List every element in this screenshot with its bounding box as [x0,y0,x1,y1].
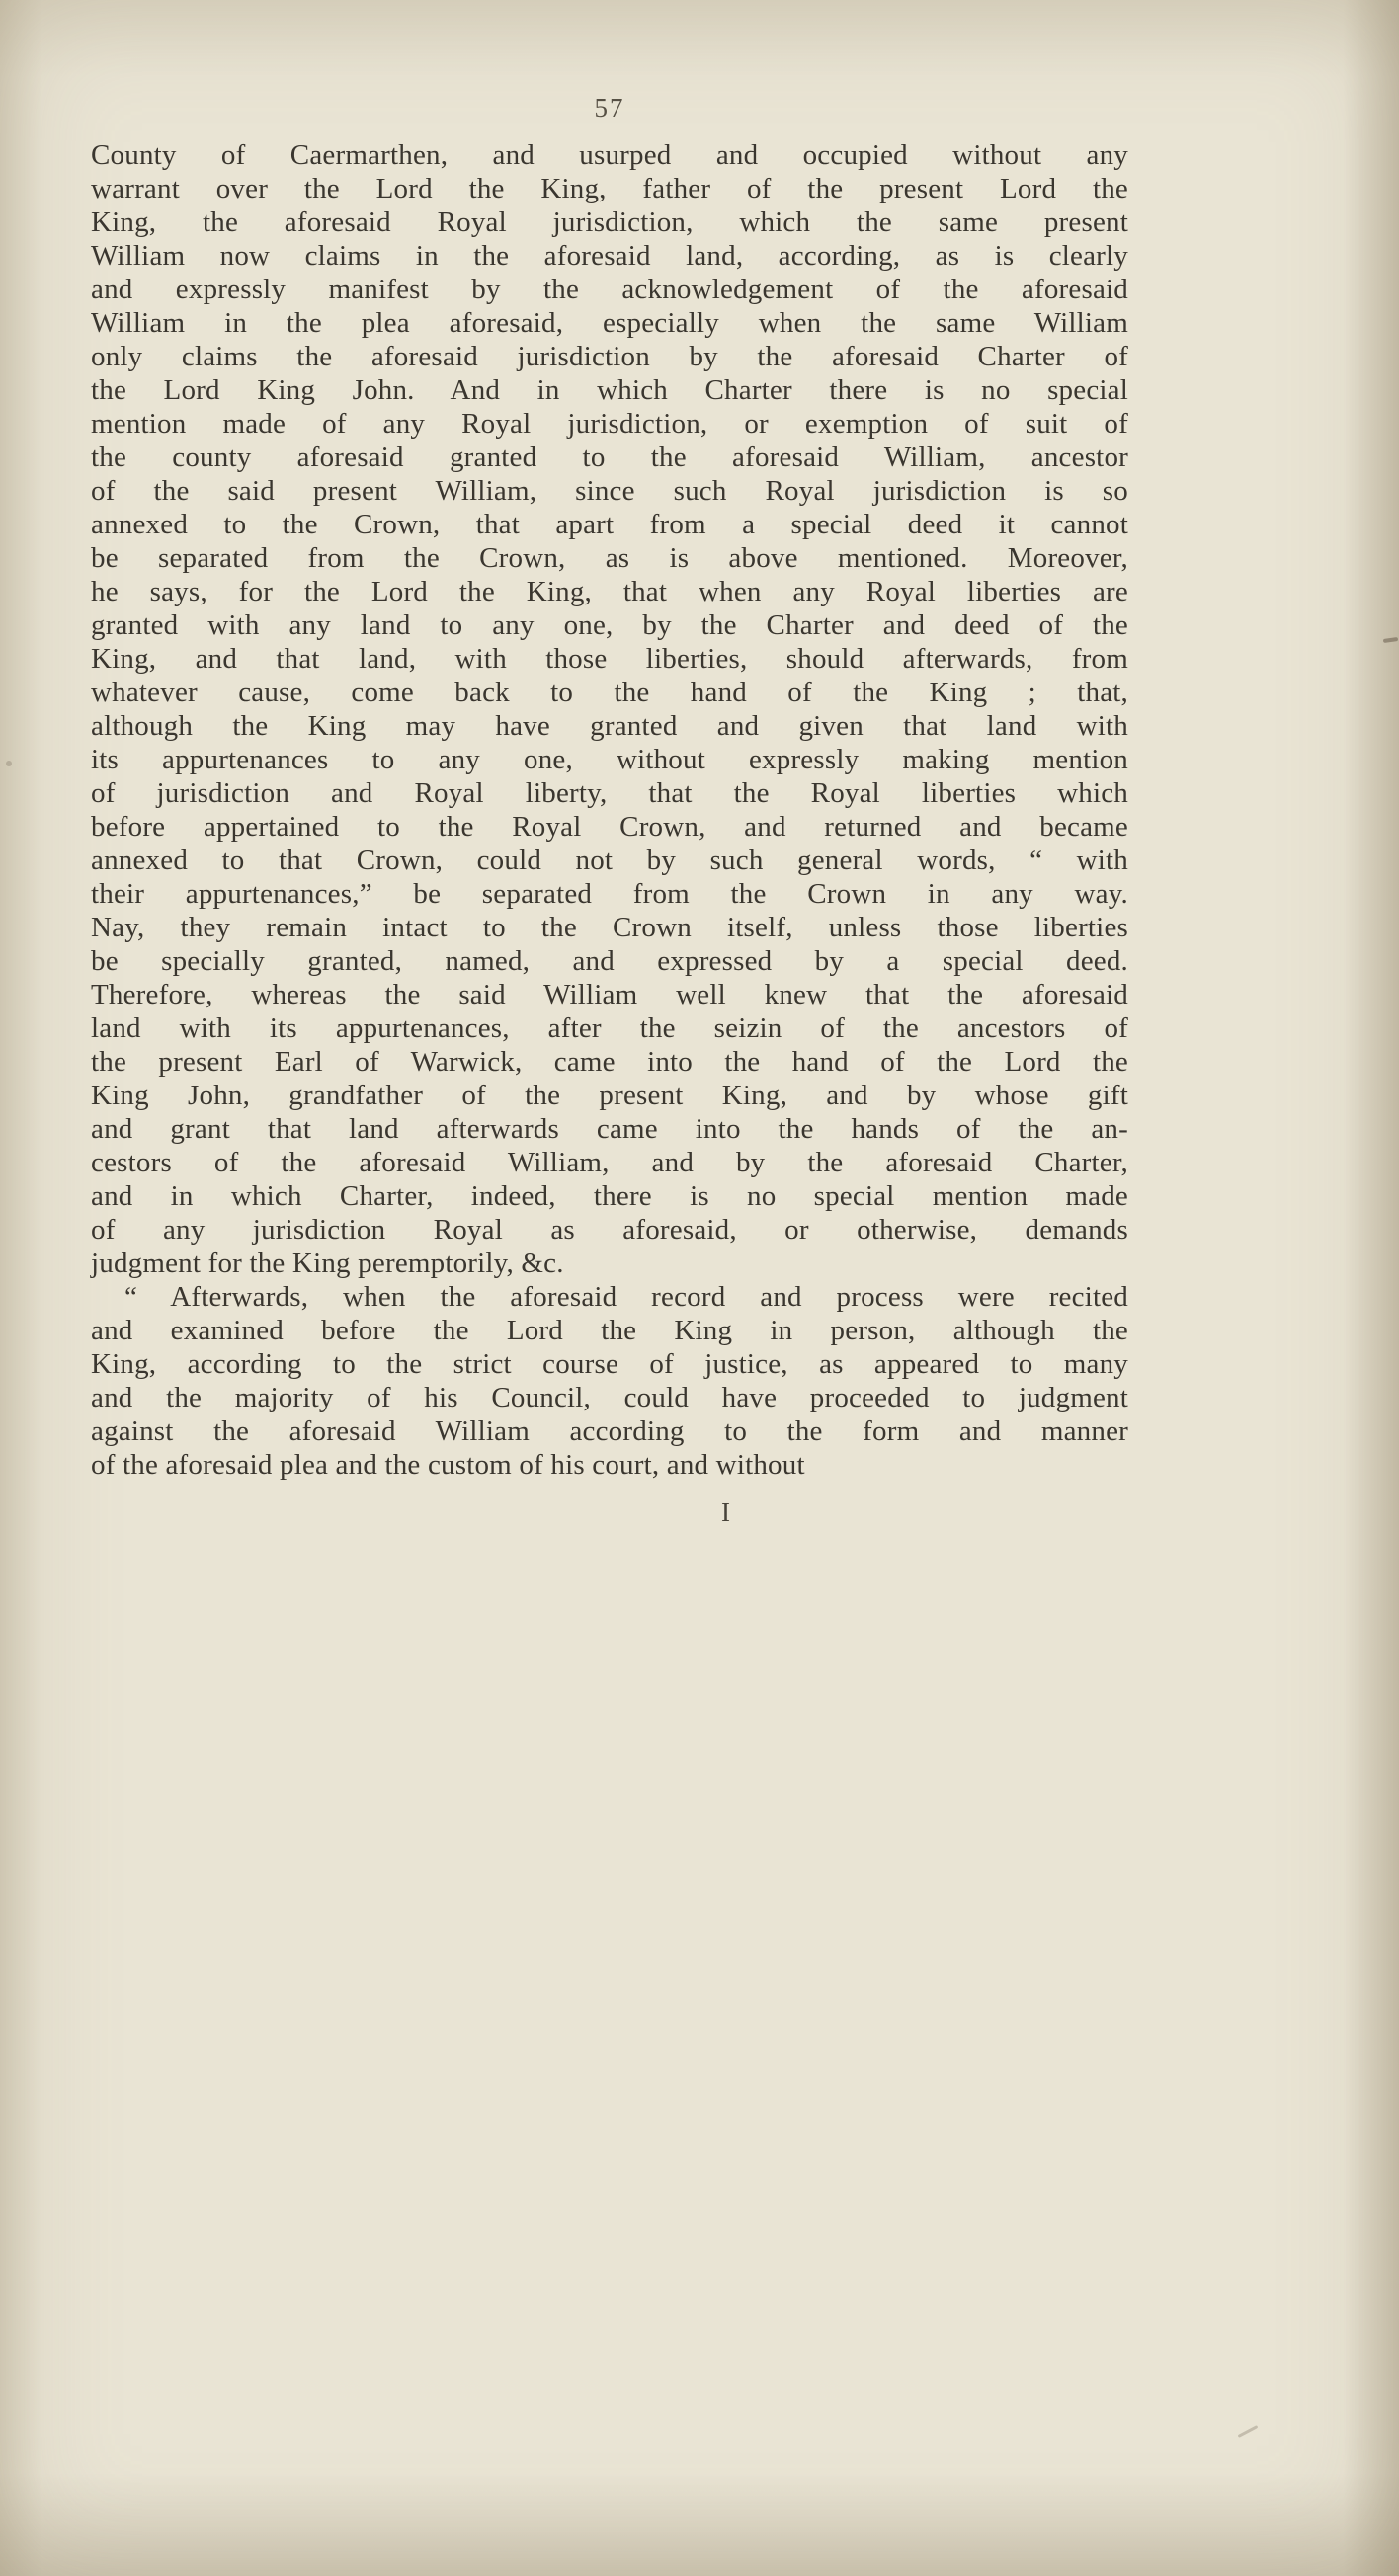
text-line: warrant over the Lord the King, father of the present Lord the [91,173,1128,204]
text-line: King, according to the strict course of justice, as appeared to many [91,1348,1128,1380]
text-line: their appurtenances,” be separated from the Crown in any way. [91,878,1128,910]
text-line: land with its appurtenances, after the seizin of the ancestors of [91,1012,1128,1044]
text-line: granted with any land to any one, by the Charter and deed of the [91,609,1128,641]
text-line: the Lord King John. And in which Charter there is no special [91,374,1128,406]
text-line: judgment for the King peremptorily, &c. [91,1248,564,1279]
text-line: annexed to the Crown, that apart from a special deed it cannot [91,509,1128,540]
text-line: and grant that land afterwards came into the hands of the an- [91,1113,1128,1145]
text-line: of any jurisdiction Royal as aforesaid, or otherwise, demands [91,1214,1128,1246]
text-line: he says, for the Lord the King, that when any Royal liberties are [91,576,1128,607]
text-line: of the said present William, since such Royal jurisdiction is so [91,475,1128,507]
text-line: its appurtenances to any one, without expressly making mention [91,744,1128,775]
text-line: William in the plea aforesaid, especially when the same William [91,307,1128,339]
text-line: cestors of the aforesaid William, and by the aforesaid Charter, [91,1147,1128,1178]
paragraph [91,1280,1128,1482]
page-text [91,138,1128,1482]
text-line: and in which Charter, indeed, there is no special mention made [91,1180,1128,1212]
text-line: against the aforesaid William according to the form and manner [91,1415,1128,1447]
text-line: of the aforesaid plea and the custom of his court, and without [91,1449,805,1481]
text-line: Therefore, whereas the said William well knew that the aforesaid [91,979,1128,1010]
text-line: be separated from the Crown, as is above mentioned. Moreover, [91,542,1128,574]
text-line: the present Earl of Warwick, came into the hand of the Lord the [91,1046,1128,1078]
text-line: and the majority of his Council, could have proceeded to judgment [91,1382,1128,1413]
text-line: County of Caermarthen, and usurped and occupied without any [91,139,1128,171]
text-line: King, the aforesaid Royal jurisdiction, which the same present [91,206,1128,238]
text-line: although the King may have granted and given that land with [91,710,1128,742]
text-line: and examined before the Lord the King in person, although the [91,1315,1128,1346]
paragraph [91,138,1128,1280]
signature-mark: I [721,1497,730,1527]
text-line: annexed to that Crown, could not by such general words, “ with [91,845,1128,876]
text-line: before appertained to the Royal Crown, and returned and became [91,811,1128,843]
text-line: the county aforesaid granted to the aforesaid William, ancestor [91,442,1128,473]
paper-speck [1383,637,1398,643]
text-line: William now claims in the aforesaid land, according, as is clearly [91,240,1128,272]
text-line: King John, grandfather of the present King, and by whose gift [91,1080,1128,1111]
text-line: mention made of any Royal jurisdiction, or exemption of suit of [91,408,1128,440]
paper-speck [1238,2425,1259,2438]
text-line: “ Afterwards, when the aforesaid record and process were recited [124,1281,1128,1313]
text-line: be specially granted, named, and expressed by a special deed. [91,945,1128,977]
text-line: whatever cause, come back to the hand of the King ; that, [91,677,1128,708]
text-line: only claims the aforesaid jurisdiction by the aforesaid Charter of [91,341,1128,372]
text-line: King, and that land, with those liberties, should afterwards, from [91,643,1128,675]
text-line: of jurisdiction and Royal liberty, that the Royal liberties which [91,777,1128,809]
text-line: and expressly manifest by the acknowledgement of the aforesaid [91,274,1128,305]
page-number: 57 [594,93,625,122]
paper-speck [6,761,12,766]
text-line: Nay, they remain intact to the Crown itself, unless those liberties [91,912,1128,943]
